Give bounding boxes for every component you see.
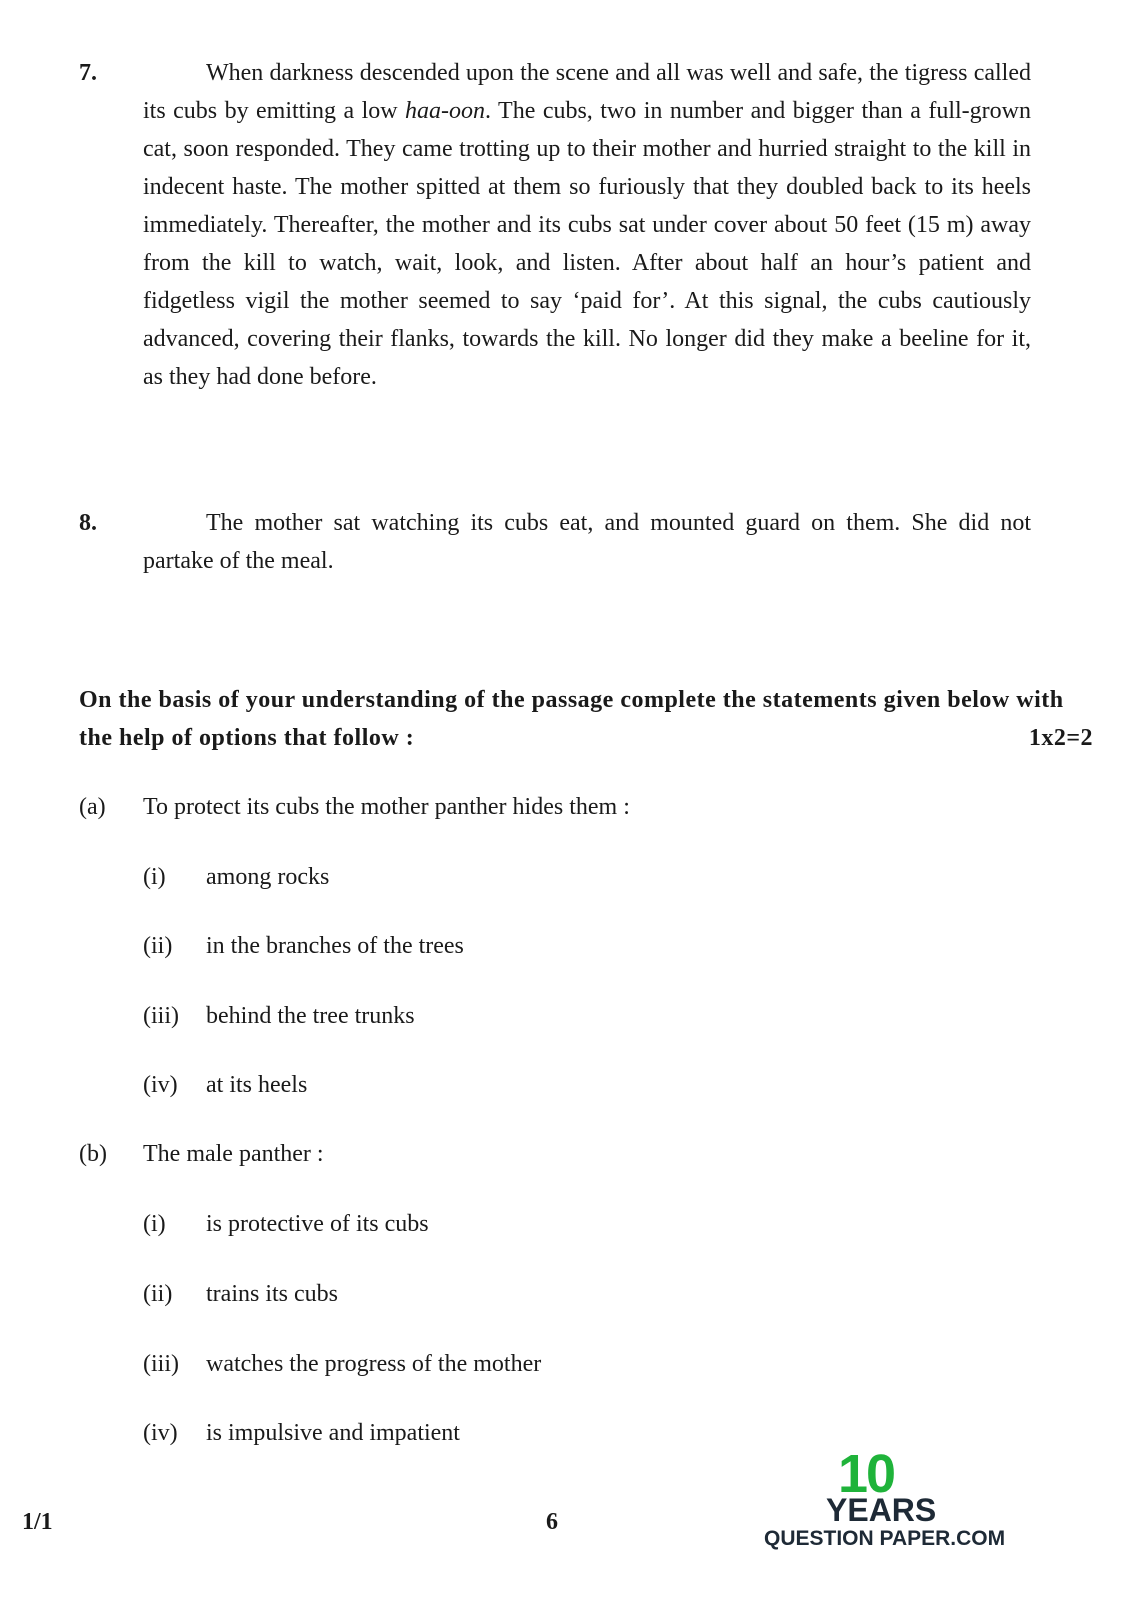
option-text: at its heels — [206, 1072, 308, 1098]
option-label: (iv) — [143, 1420, 178, 1446]
option-label: (ii) — [143, 1281, 173, 1307]
watermark-logo — [760, 1444, 1006, 1558]
paragraph-text — [143, 54, 1031, 396]
paragraph-text-part: . The cubs, two in number and bigger than a full-grown cat, soon responded. They came trotting up to their mother and hurried straight to the kill in indecent haste. The mother spitted at them so furiously that they doubled back to its heels immediately. Thereafter, the mother and its cubs sat under cover about 50 feet (15 m) away from the kill to watch, wait, look, and listen. After about half an hour’s patient and fidgetless vigil the mother seemed to say ‘paid for’. At this signal, the cubs cautiously advanced, covering their flanks, towards the kill. No longer did they make a beeline for it, as they had done before. — [143, 98, 1031, 390]
paragraph-number: 8. — [79, 510, 97, 536]
paragraph-number: 7. — [79, 60, 97, 86]
logo-years: YEARS — [826, 1492, 937, 1528]
option-label: (ii) — [143, 933, 173, 959]
italic-word: haa-oon — [405, 98, 486, 124]
question-label: (a) — [79, 794, 106, 820]
option-text: in the branches of the trees — [206, 933, 464, 959]
option-text: trains its cubs — [206, 1281, 338, 1307]
paper-code: 1/1 — [22, 1509, 53, 1535]
option-text: is protective of its cubs — [206, 1211, 429, 1237]
option-text: among rocks — [206, 864, 330, 890]
option-text: watches the progress of the mother — [206, 1351, 542, 1377]
paragraph-text: The mother sat watching its cubs eat, and mounted guard on them. She did not partake of the meal. — [143, 510, 1031, 574]
option-label: (i) — [143, 1211, 166, 1237]
question-stem: The male panther : — [143, 1141, 324, 1167]
paragraph-7 — [79, 54, 1031, 396]
paragraph-8 — [79, 504, 1031, 580]
logo-number: 10 — [838, 1444, 895, 1504]
option-text: is impulsive and impatient — [206, 1420, 460, 1446]
option-text: behind the tree trunks — [206, 1003, 415, 1029]
instruction — [79, 681, 1099, 757]
paragraph-text-part: When darkness descended upon the scene and all was well and safe, the tigress called its cubs by emitting a low — [143, 60, 1031, 124]
option-label: (iii) — [143, 1003, 179, 1029]
question-label: (b) — [79, 1141, 107, 1167]
logo-site: QUESTION PAPER.COM — [764, 1527, 1006, 1550]
marks: 1x2=2 — [1028, 725, 1093, 751]
option-label: (iii) — [143, 1351, 179, 1377]
instruction-text: On the basis of your understanding of the passage complete the statements given below with the help of options that follow : — [79, 687, 1064, 751]
option-label: (iv) — [143, 1072, 178, 1098]
question-stem: To protect its cubs the mother panther hides them : — [143, 794, 630, 820]
page-number: 6 — [546, 1509, 558, 1535]
option-label: (i) — [143, 864, 166, 890]
